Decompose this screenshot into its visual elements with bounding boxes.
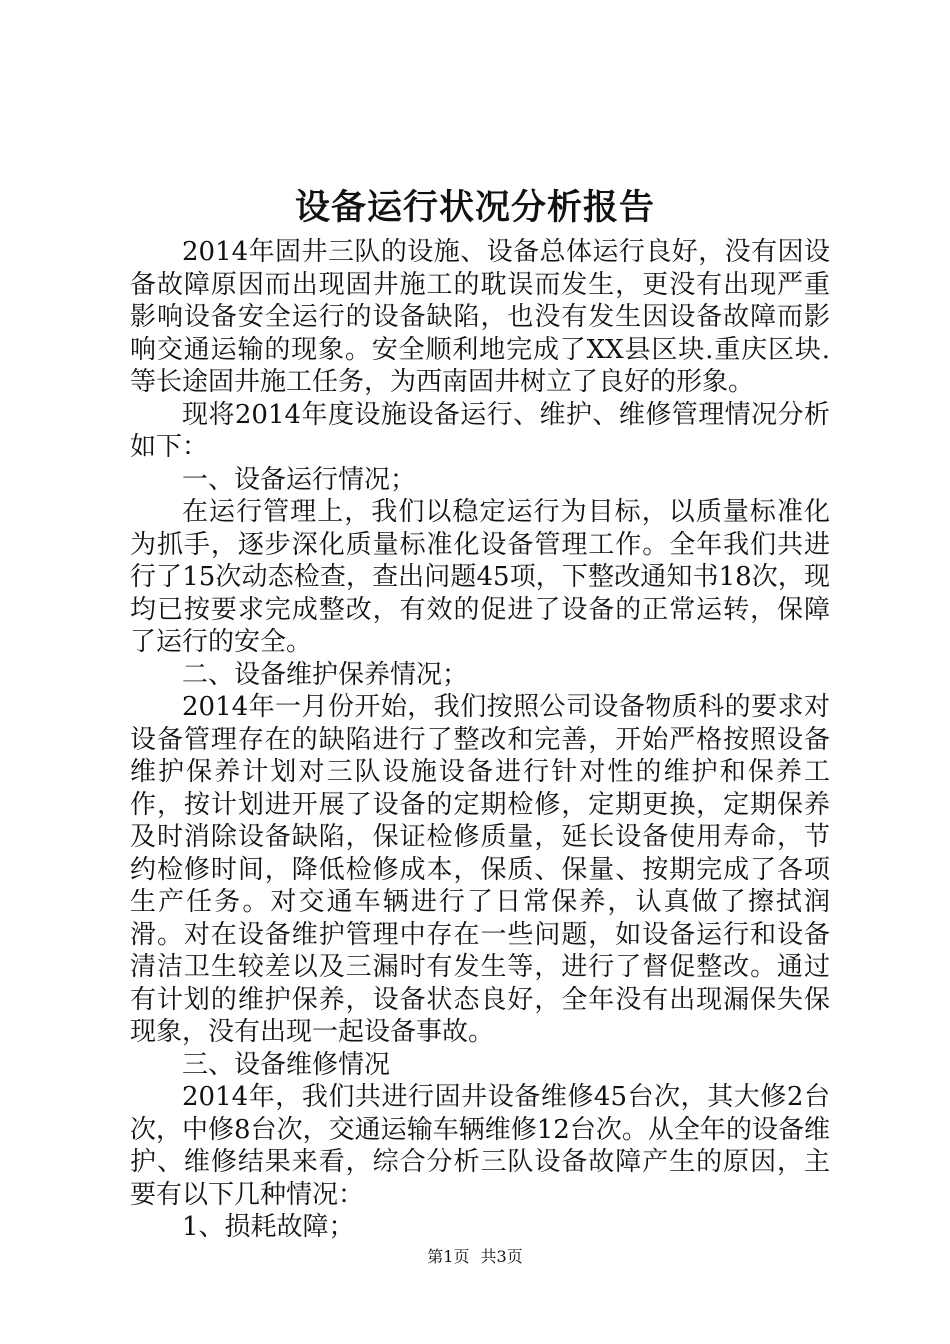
page-total: 共3页 [480,1247,523,1266]
paragraph-repair: 2014年，我们共进行固井设备维修45台次，其大修2台次，中修8台次，交通运输车辆维修12台次。从全年的设备维护、维修结果来看，综合分析三队设备故障产生的原因，主要有以下几种情况： [130,1082,830,1210]
page-number: 第1页 [427,1247,470,1266]
subsection-heading-wear-fault: 1、损耗故障； [182,1212,355,1242]
paragraph-maintenance: 2014年一月份开始，我们按照公司设备物质科的要求对设备管理存在的缺陷进行了整改和完善，开始严格按照设备维护保养计划对三队设施设备进行针对性的维护和保养工作，按计划进开展了设备的定期检修，定期更换，定期保养及时消除设备缺陷，保证检修质量，延长设备使用寿命，节约检修时间，降低检修成本，保质、保量、按期完成了各项生产任务。对交通车辆进行了日常保养，认真做了擦拭润滑。对在设备维护管理中存在一些问题，如设备运行和设备清洁卫生较差以及三漏时有发生等，进行了督促整改。通过有计划的维护保养，设备状态良好，全年没有出现漏保失保现象，没有出现一起设备事故。 [130,692,830,1047]
paragraph-overview: 现将2014年度设施设备运行、维护、维修管理情况分析如下： [130,399,830,462]
page-footer [0,1247,950,1267]
document-title: 设备运行状况分析报告 [294,187,655,228]
document-body [130,236,830,1244]
paragraph-operation: 在运行管理上，我们以稳定运行为目标，以质量标准化为抓手，逐步深化质量标准化设备管理工作。全年我们共进行了15次动态检查，查出问题45项，下整改通知书18次，现均已按要求完成整改，有效的促进了设备的正常运转，保障了运行的安全。 [130,497,830,657]
section-heading-repair: 三、设备维修情况 [182,1049,391,1080]
section-heading-operation: 一、设备运行情况； [182,464,417,495]
paragraph-intro: 2014年固井三队的设施、设备总体运行良好，没有因设备故障原因而出现固井施工的耽误而发生，更没有出现严重影响设备安全运行的设备缺陷，也没有发生因设备故障而影响交通运输的现象。安全顺利地完成了XX县区块.重庆区块.等长途固井施工任务，为西南固井树立了良好的形象。 [130,237,830,397]
section-heading-maintenance: 二、设备维护保养情况； [182,659,469,690]
